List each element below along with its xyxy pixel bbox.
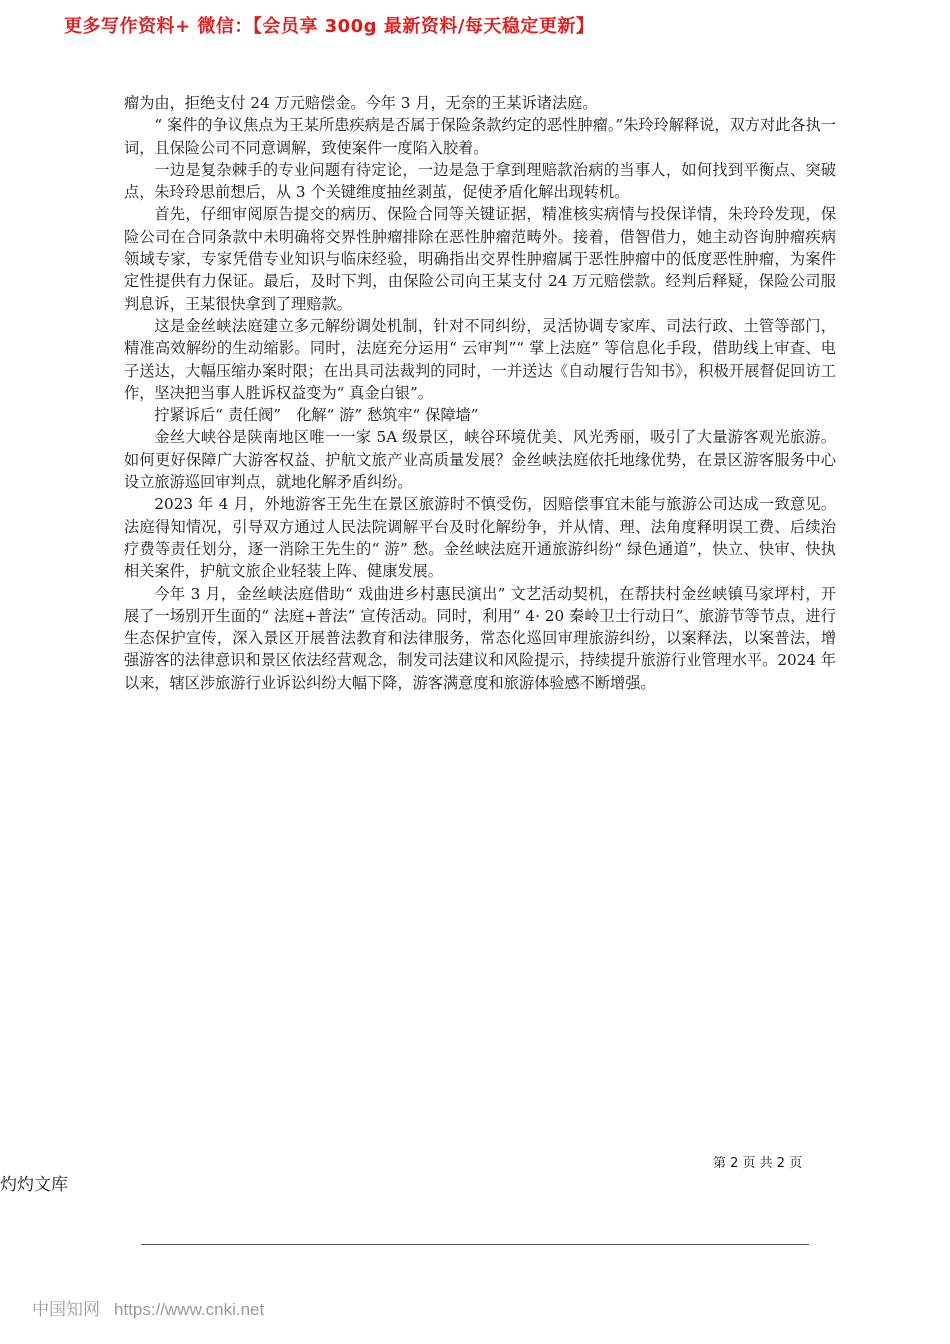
promo-banner: 更多写作资料+ 微信：【会员享 300g 最新资料/每天稳定更新】 <box>64 16 595 37</box>
page-number: 第 2 页 共 2 页 <box>713 1156 803 1171</box>
watermark <box>32 1295 264 1320</box>
paragraph: 2023 年 4 月，外地游客王先生在景区旅游时不慎受伤，因赔偿事宜未能与旅游公司达成一致意见。法庭得知情况，引导双方通过人民法院调解平台及时化解纷争，并从情、理、法角度释明误工费、后续治疗费等责任划分，逐一消除王先生的“ 游” 愁。金丝峡法庭开通旅游纠纷“ 绿色通道”，快立、快审、快执相关案件，护航文旅企业轻装上阵、健康发展。 <box>124 495 836 581</box>
library-name: 灼灼文库 <box>0 1175 68 1195</box>
section-heading: 拧紧诉后“ 责任阀” 化解“ 游” 愁筑牢“ 保障墙” <box>154 406 479 425</box>
paragraph: “ 案件的争议焦点为王某所患疾病是否属于保险条款约定的恶性肿瘤。”朱玲玲解释说，双方对此各执一词，且保险公司不同意调解，致使案件一度陷入胶着。 <box>124 116 836 157</box>
paragraph: 这是金丝峡法庭建立多元解纷调处机制，针对不同纠纷，灵活协调专家库、司法行政、土管等部门，精准高效解纷的生动缩影。同时，法庭充分运用“ 云审判”“ 掌上法庭” 等信息化手段，借助线上审查、电子送达，大幅压缩办案时限；在出具司法裁判的同时，一并送达《自动履行告知书》，积极开展督促回访工作，坚决把当事人胜诉权益变为“ 真金白银”。 <box>124 316 836 402</box>
watermark-site: 中国知网 <box>32 1300 100 1319</box>
paragraph: 瘤为由，拒绝支付 24 万元赔偿金。今年 3 月，无奈的王某诉诸法庭。 <box>124 94 598 112</box>
watermark-url: https://www.cnki.net <box>114 1300 265 1319</box>
article-body <box>124 92 836 694</box>
footer-divider <box>141 1244 809 1245</box>
paragraph: 今年 3 月，金丝峡法庭借助“ 戏曲进乡村惠民演出” 文艺活动契机，在帮扶村金丝峡镇马家坪村，开展了一场别开生面的“ 法庭+普法” 宣传活动。同时，利用“ 4· 20 秦岭卫士行动日”、旅游节等节点，进行生态保护宣传，深入景区开展普法教育和法律服务，常态化巡回审理旅游纠纷，以案释法，以案普法，增强游客的法律意识和景区依法经营观念，制发司法建议和风险提示，持续提升旅游行业管理水平。2024 年以来，辖区涉旅游行业诉讼纠纷大幅下降，游客满意度和旅游体验感不断增强。 <box>124 584 836 692</box>
paragraph: 金丝大峡谷是陕南地区唯一一家 5A 级景区，峡谷环境优美、风光秀丽，吸引了大量游客观光旅游。如何更好保障广大游客权益、护航文旅产业高质量发展？金丝峡法庭依托地缘优势，在景区游客服务中心设立旅游巡回审判点，就地化解矛盾纠纷。 <box>124 428 836 492</box>
paragraph: 首先，仔细审阅原告提交的病历、保险合同等关键证据，精准核实病情与投保详情，朱玲玲发现，保险公司在合同条款中未明确将交界性肿瘤排除在恶性肿瘤范畴外。接着，借智借力，她主动咨询肿瘤疾病领域专家，专家凭借专业知识与临床经验，明确指出交界性肿瘤属于恶性肿瘤中的低度恶性肿瘤，为案件定性提供有力保证。最后，及时下判，由保险公司向王某支付 24 万元赔偿款。经判后释疑，保险公司服判息诉，王某很快拿到了理赔款。 <box>124 205 836 313</box>
paragraph: 一边是复杂棘手的专业问题有待定论，一边是急于拿到理赔款治病的当事人，如何找到平衡点、突破点，朱玲玲思前想后，从 3 个关键维度抽丝剥茧，促使矛盾化解出现转机。 <box>124 160 836 202</box>
